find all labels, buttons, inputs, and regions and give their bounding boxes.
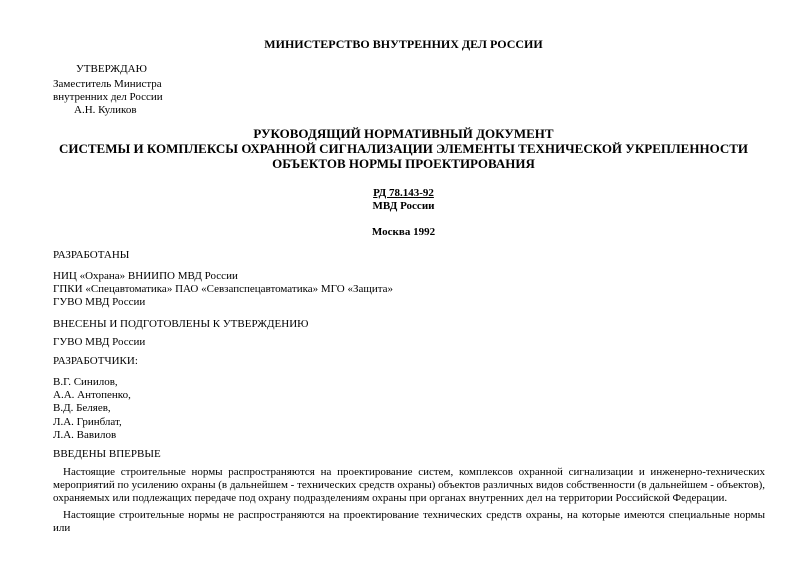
document-city-year: Москва 1992 [371,226,436,238]
authors-heading: РАЗРАБОТЧИКИ: [53,355,138,367]
author-name: Л.А. Вавилов [53,428,117,441]
body-line: Настоящие строительные нормы не распространяются на проектирование технических средств охраны, на которые имеются специальные нормы или [53,509,765,534]
developed-heading: РАЗРАБОТАНЫ [53,249,130,261]
ministry-header: МИНИСТЕРСТВО ВНУТРЕННИХ ДЕЛ РОССИИ [264,37,543,51]
document-code-text: РД 78.143-92 [373,187,434,199]
approval-ministry: внутренних дел России [53,91,163,104]
author-name: А.А. Антопенко, [53,389,131,402]
body-paragraph-2 [53,509,765,535]
introduced-heading: ВВЕДЕНЫ ВПЕРВЫЕ [53,448,161,460]
approval-position: Заместитель Министра [53,78,162,90]
body-paragraph-1 [53,466,765,505]
body-line: мероприятий по усилению охраны (в дальнейшем - технических средств охраны) объектов различных видов собственности (в дальнейшем - объектов), [53,479,765,491]
author-name: В.Д. Беляев, [53,402,111,415]
approval-signatory: А.Н. Куликов [74,104,137,117]
submitted-org: ГУВО МВД России [53,336,146,348]
developed-org: ГУВО МВД России [53,296,146,309]
document-code [0,187,807,200]
author-name: Л.А. Гринблат, [53,415,122,428]
body-line: охраняемых или подлежащих передаче под охрану подразделениям охраны при органах внутренних дел на территории Российской Федерации. [53,492,728,504]
document-title-line1: СИСТЕМЫ И КОМПЛЕКСЫ ОХРАННОЙ СИГНАЛИЗАЦИИ ЭЛЕМЕНТЫ ТЕХНИЧЕСКОЙ УКРЕПЛЕННОСТИ [58,141,749,156]
approval-title: УТВЕРЖДАЮ [76,63,147,75]
authors-list [53,376,253,442]
document-type: РУКОВОДЯЩИЙ НОРМАТИВНЫЙ ДОКУМЕНТ [253,126,554,141]
developed-orgs [53,270,553,310]
developed-org: НИЦ «Охрана» ВНИИПО МВД России [53,270,238,282]
submitted-heading: ВНЕСЕНЫ И ПОДГОТОВЛЕНЫ К УТВЕРЖДЕНИЮ [53,318,309,330]
developed-org: ГПКИ «Спецавтоматика» ПАО «Севзапспецавтоматика» МГО «Защита» [53,283,394,296]
document-issuer: МВД России [372,200,435,212]
author-name: В.Г. Синилов, [53,376,118,388]
document-title-line2: ОБЪЕКТОВ НОРМЫ ПРОЕКТИРОВАНИЯ [272,156,535,171]
approval-block [76,63,186,76]
approval-details [53,78,193,118]
body-line: Настоящие строительные нормы распространяются на проектирование систем, комплексов охранной сигнализации и инженерно-технических [63,466,765,478]
